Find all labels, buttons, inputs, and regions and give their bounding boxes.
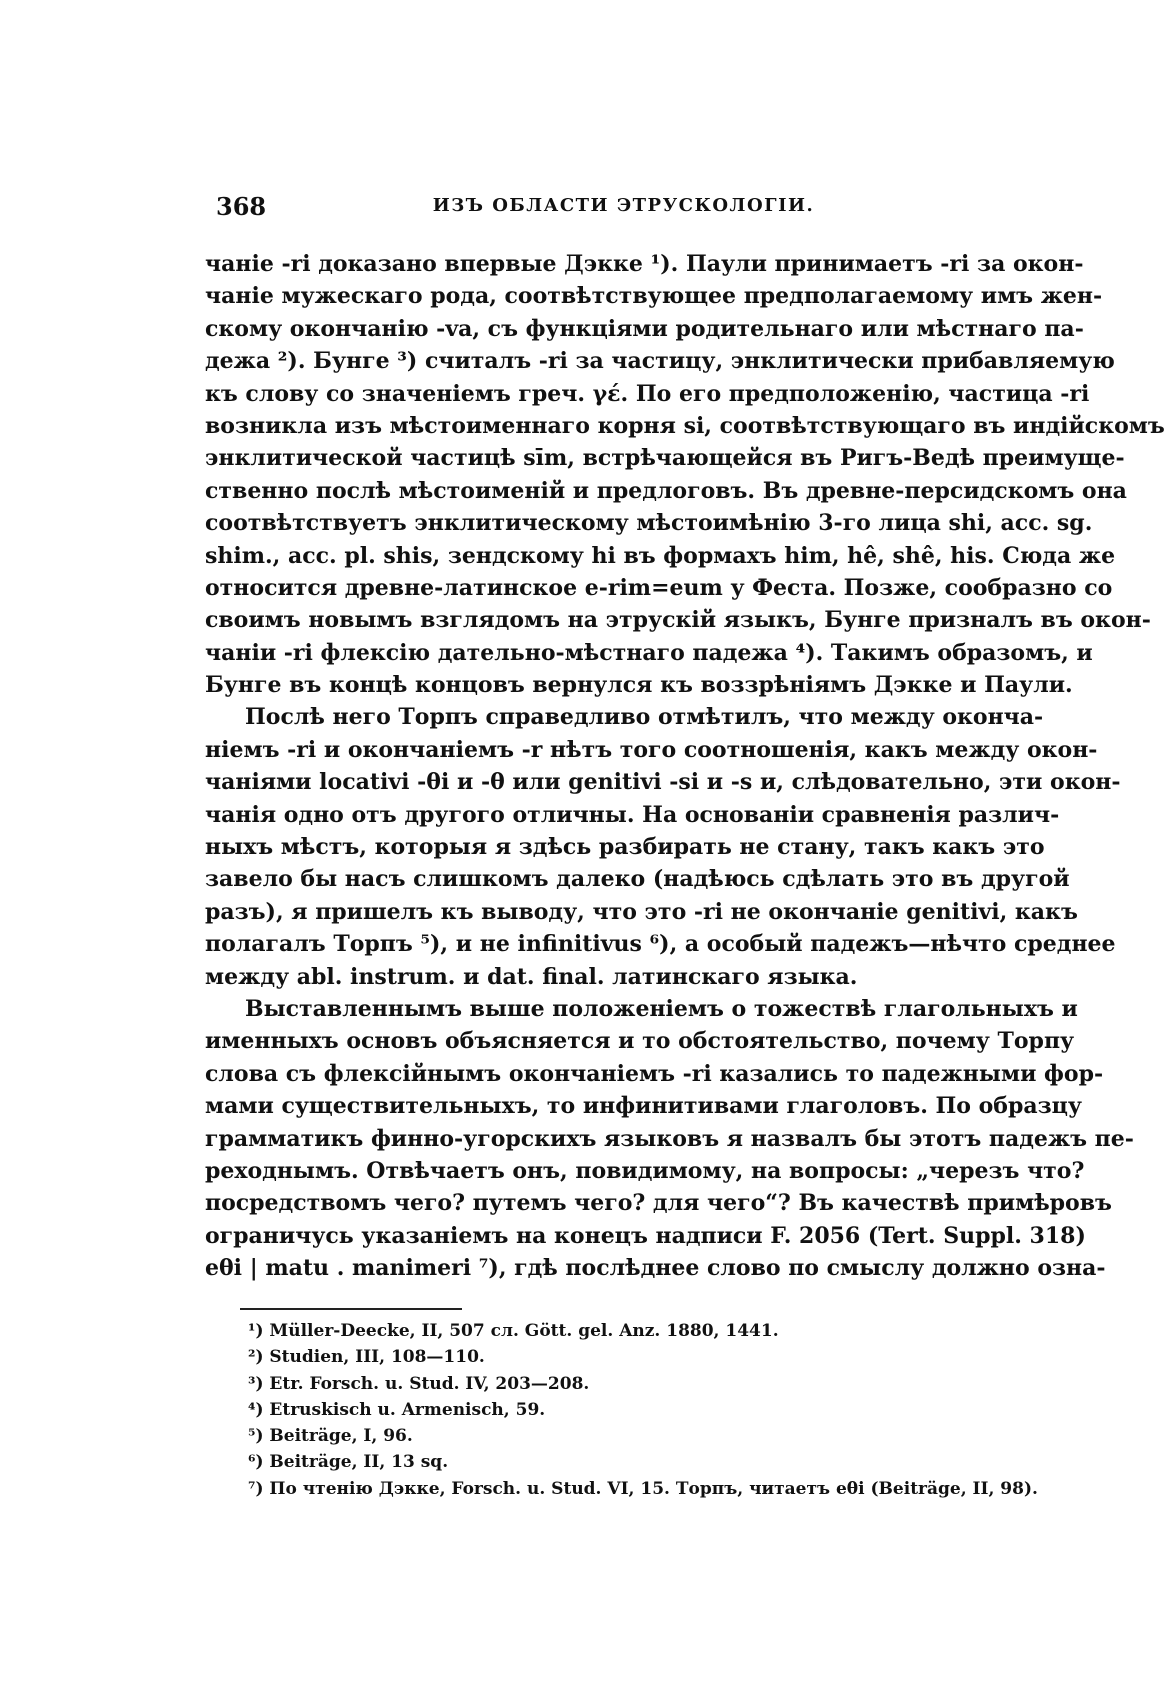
text-line: дежа ²). Бунге ³) считалъ -ri за частицу, энклитически прибавляемую <box>205 348 1115 375</box>
footnote: ⁴) Etruskisch u. Armenisch, 59. <box>248 1399 546 1420</box>
footnotes <box>248 1318 1038 1502</box>
text-line: Выставленнымъ выше положеніемъ о тожествѣ глагольныхъ и <box>245 995 1078 1022</box>
text-line: соотвѣтствуетъ энклитическому мѣстоимѣнію 3-го лица shi, acc. sg. <box>205 510 1093 537</box>
footnote: ¹) Müller-Deecke, II, 507 сл. Gött. gel. Anz. 1880, 1441. <box>248 1321 779 1341</box>
text-line: ственно послѣ мѣстоименій и предлоговъ. Въ древне-персидскомъ она <box>205 477 1127 504</box>
footnote: ³) Etr. Forsch. u. Stud. IV, 203—208. <box>248 1373 590 1394</box>
text-line: завело бы насъ слишкомъ далеко (надѣюсь сдѣлать это въ другой <box>205 866 1070 893</box>
text-line: чаніями locativi -θi и -θ или genitivi -si и -s и, слѣдовательно, эти окон- <box>205 769 1121 796</box>
footnote: ⁷) По чтенію Дэкке, Forsch. u. Stud. VI, 15. Торпъ, читаетъ eθi (Beiträge, II, 98). <box>248 1478 1038 1499</box>
text-line: слова съ флексійнымъ окончаніемъ -ri казались то падежными фор- <box>205 1060 1104 1087</box>
text-line: энклитической частицѣ sīm, встрѣчающейся въ Ригъ-Ведѣ преимуще- <box>205 445 1125 472</box>
text-line: посредствомъ чего? путемъ чего? для чего“? Въ качествѣ примѣровъ <box>205 1190 1112 1217</box>
text-line: Бунге въ концѣ концовъ вернулся къ воззрѣніямъ Дэкке и Паули. <box>205 672 1073 699</box>
text-line: мами существительныхъ, то инфинитивами глаголовъ. По образцу <box>205 1093 1082 1120</box>
text-line: скому окончанію -va, съ функціями родительнаго или мѣстнаго па- <box>205 315 1084 342</box>
text-line: eθi | matu . manimeri ⁷), гдѣ послѣднее слово по смыслу должно озна- <box>205 1255 1106 1282</box>
footnote: ⁵) Beiträge, I, 96. <box>248 1426 413 1447</box>
running-title: ИЗЪ ОБЛАСТИ ЭТРУСКОЛОГІИ. <box>432 195 815 216</box>
text-line: относится древне-латинское e-rim=eum у Феста. Позже, сообразно со <box>205 574 1113 601</box>
text-line: разъ), я пришелъ къ выводу, что это -ri не окончаніе genitivi, какъ <box>205 898 1078 925</box>
text-line: грамматикъ финно-угорскихъ языковъ я назвалъ бы этотъ падежъ пе- <box>205 1125 1134 1152</box>
page-number: 368 <box>216 192 267 221</box>
text-line: чаніе -ri доказано впервые Дэкке ¹). Паули принимаетъ -ri за окон- <box>205 251 1084 277</box>
text-line: къ слову со значеніемъ греч. γέ. По его предположенію, частица -ri <box>205 380 1090 407</box>
text-line: ніемъ -ri и окончаніемъ -r нѣтъ того соотношенія, какъ между окон- <box>205 736 1098 763</box>
text-line: своимъ новымъ взглядомъ на этрускій языкъ, Бунге призналъ въ окон- <box>205 607 1151 634</box>
text-line: ограничусь указаніемъ на конецъ надписи F. 2056 (Tert. Suppl. 318) <box>205 1222 1086 1249</box>
text-line: возникла изъ мѣстоименнаго корня si, соотвѣтствующаго въ индійскомъ <box>205 412 1165 439</box>
text-line: полагалъ Торпъ ⁵), и не infinitivus ⁶), а особый падежъ—нѣчто среднее <box>205 931 1116 958</box>
footnote: ⁶) Beiträge, II, 13 sq. <box>248 1452 449 1473</box>
page-header <box>216 192 1031 226</box>
text-line: чаніе мужескаго рода, соотвѣтствующее предполагаемому имъ жен- <box>205 283 1103 310</box>
text-line: реходнымъ. Отвѣчаетъ онъ, повидимому, на вопросы: „черезъ что? <box>205 1157 1085 1184</box>
text-line: между abl. instrum. и dat. final. латинскаго языка. <box>205 963 858 990</box>
text-line: чаніи -ri флексію дательно-мѣстнаго падежа ⁴). Такимъ образомъ, и <box>205 639 1093 666</box>
footnote-separator-rule <box>240 1308 462 1310</box>
text-line: ныхъ мѣстъ, которыя я здѣсь разбирать не стану, такъ какъ это <box>205 834 1045 861</box>
text-line: shim., acc. pl. shis, зендскому hi въ формахъ him, hê, shê, his. Сюда же <box>205 542 1116 569</box>
text-line: чанія одно отъ другого отличны. На основаніи сравненія различ- <box>205 801 1060 828</box>
footnote: ²) Studien, III, 108—110. <box>248 1347 485 1368</box>
body-text <box>205 248 1165 1285</box>
text-line: именныхъ основъ объясняется и то обстоятельство, почему Торпу <box>205 1028 1075 1055</box>
text-line: Послѣ него Торпъ справедливо отмѣтилъ, что между оконча- <box>245 704 1044 731</box>
